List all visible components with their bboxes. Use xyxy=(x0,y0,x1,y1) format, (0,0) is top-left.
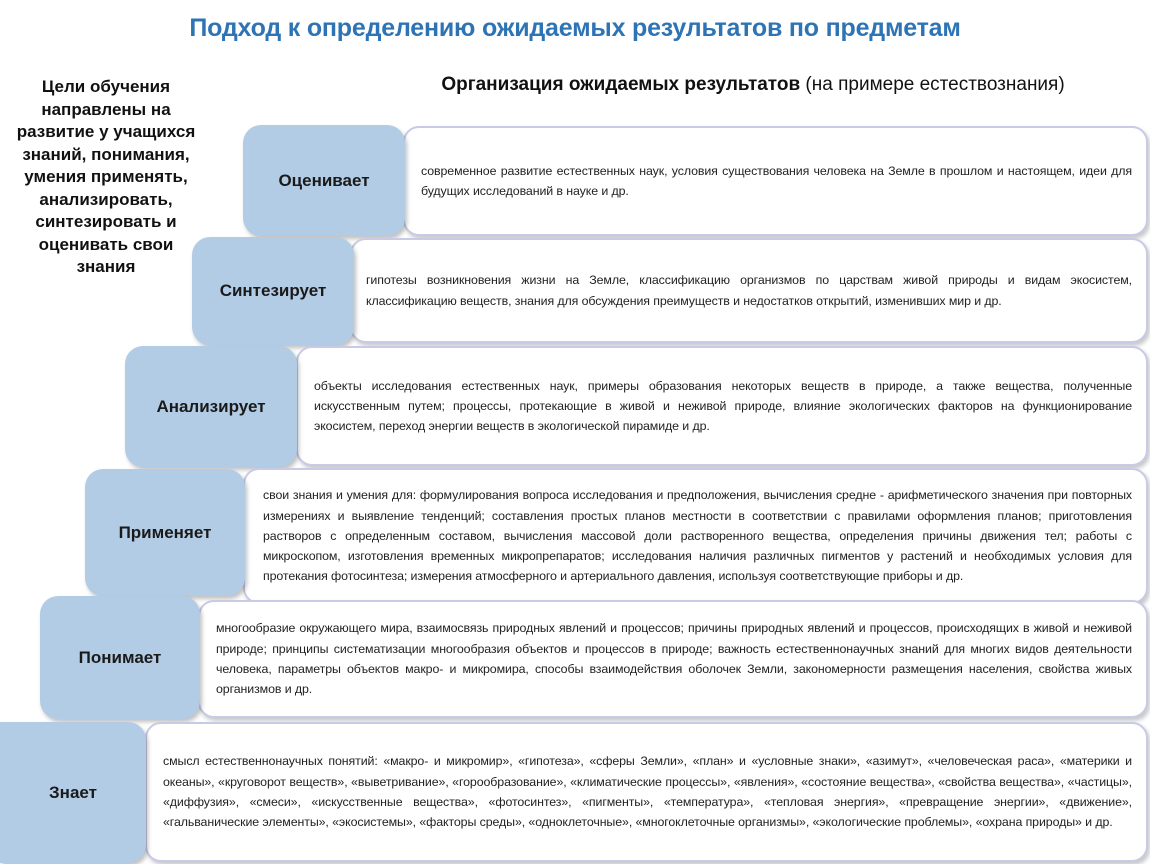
level-description-box xyxy=(198,600,1148,718)
level-description-box xyxy=(145,722,1148,862)
level-pill-evaluates xyxy=(243,125,405,236)
level-label: Понимает xyxy=(78,647,162,667)
level-pill-knows xyxy=(0,722,146,863)
level-description: многообразие окружающего мира, взаимосвязь природных явлений и процессов; причины природных явлений и процессов, происходящих в живой и неживой природе; принципы систематизации многообразия объектов и процессов в природе; важность естественнонаучных знаний для многих видов деятельности человека, параметры объектов макро- и микромира, способы взаимодействия оболочек Земли, закономерности размещения населения, свойства живых организмов и др. xyxy=(216,621,1132,697)
subtitle xyxy=(330,74,1150,96)
level-description-box xyxy=(243,468,1148,604)
subtitle-normal: (на примере естествознания) xyxy=(800,74,1065,95)
level-description: современное развитие естественных наук, условия существования человека на Земле в прошлом и настоящем, идеи для будущих исследований в науке и др. xyxy=(421,163,1132,198)
slide-title: Подход к определению ожидаемых результатов по предметам xyxy=(189,14,961,42)
level-description: смысл естественнонаучных понятий: «макро- и микромир», «гипотеза», «сферы Земли», «план» и «условные знаки», «азимут», «человеческая раса», «материки и океаны», «круговорот веществ», «выветривание», «горообразование», «климатические процессы», «явления», «состояние вещества», «свойства вещества», «частицы», «диффузия», «смеси», «искусственные вещества», «фотосинтез», «пигменты», «температура», «тепловая энергия», «превращение энергии», «движение», «гальванические элементы», «экосистемы», «факторы среды», «одноклеточные», «многоклеточные организмы», «экологические проблемы», «охрана природы» и др. xyxy=(163,754,1132,830)
level-pill-understands xyxy=(40,596,200,719)
level-description-box xyxy=(350,238,1148,343)
level-pill-applies xyxy=(85,469,245,596)
level-description: объекты исследования естественных наук, примеры образования некоторых веществ в природе, а также вещества, полученные искусственным путем; процессы, протекающие в живой и неживой природе, влияние экологических факторов на функционирование экосистем, переход энергии веществ в экологической пирамиде и др. xyxy=(314,378,1132,434)
level-description-box xyxy=(296,346,1148,466)
level-description: гипотезы возникновения жизни на Земле, классификацию организмов по царствам живой природы и видам экосистем, классификацию веществ, знания для обсуждения преимуществ и недостатков открытий, изменивших мир и др. xyxy=(366,273,1132,308)
subtitle-bold: Организация ожидаемых результатов xyxy=(441,74,801,95)
learning-goals-text: Цели обучения направлены на развитие у учащихся знаний, понимания, умения применять, анализировать, синтезировать и оценивать свои знания xyxy=(16,77,196,276)
level-label: Оценивает xyxy=(278,170,370,190)
level-pill-synthesizes xyxy=(192,237,354,345)
level-label: Применяет xyxy=(118,522,212,542)
level-description: свои знания и умения для: формулирования вопроса исследования и предположения, вычисления средне - арифметического значения при повторных измерениях и выявление тенденций; составления простых планов местности в соответствии с правилами оформления планов; приготовления растворов с определенным составом, вычисления массовой доли растворенного вещества, определения причины движения тел; работы с микроскопом, изготовления временных микропрепаратов; исследования наличия различных пигментов у растений и необходимых условия для протекания фотосинтеза; измерения атмосферного и артериального давления, используя соответствующие приборы и др. xyxy=(263,488,1132,584)
level-description-box xyxy=(403,126,1148,236)
level-label: Анализирует xyxy=(156,396,266,416)
level-label: Синтезирует xyxy=(219,281,327,300)
level-pill-analyzes xyxy=(125,346,297,467)
level-label: Знает xyxy=(49,782,97,802)
